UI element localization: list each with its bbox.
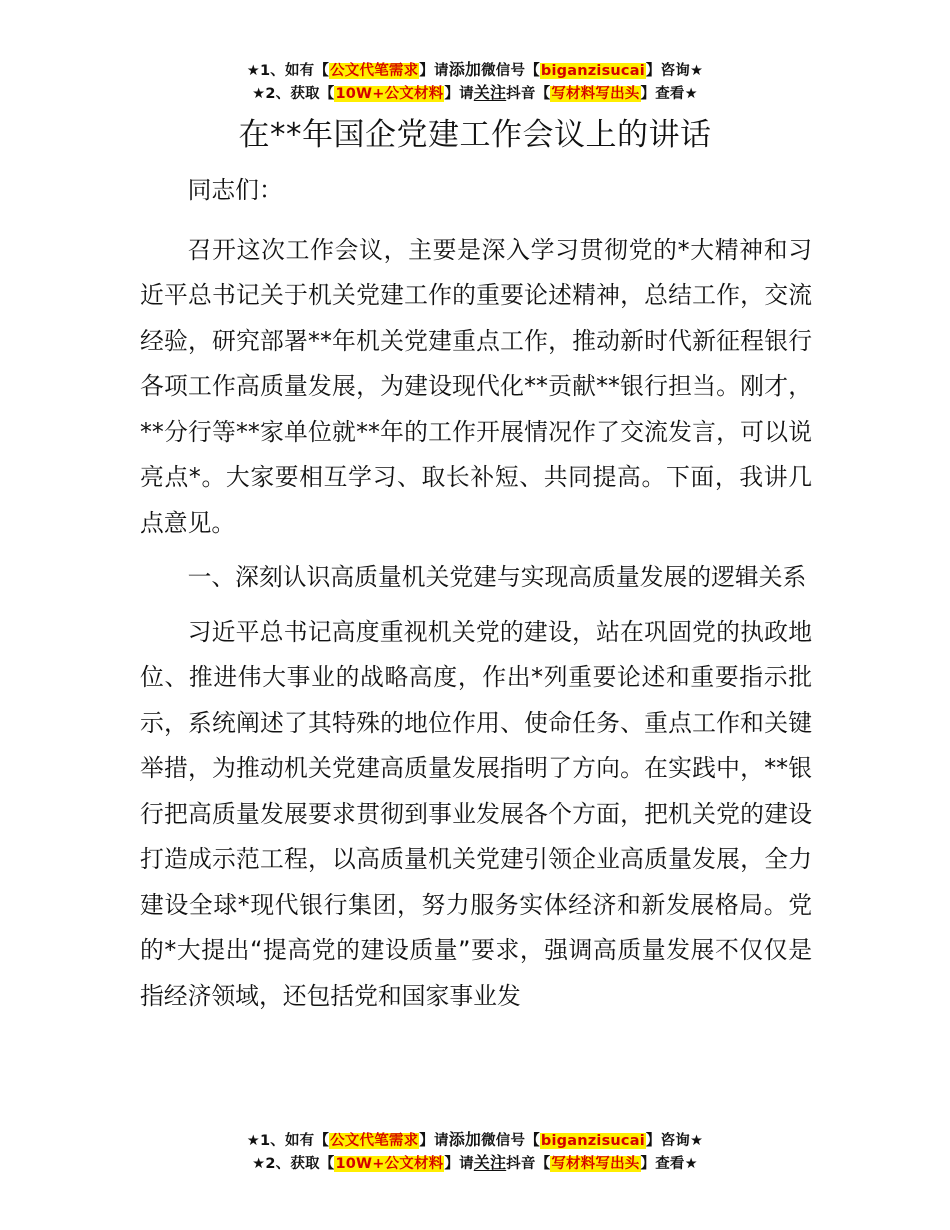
promo-text: ★2、获取【 (252, 86, 335, 102)
promo-text: 】请 (419, 63, 449, 79)
promo-highlight: 公文代笔需求 (330, 63, 419, 79)
promo-line-2 (0, 82, 950, 105)
promo-emphasis: 添加 (448, 1130, 482, 1149)
promo-text: 抖音【 (506, 86, 551, 102)
footer-promo-banner (0, 1129, 950, 1175)
promo-highlight: 10W+公文材料 (335, 1156, 444, 1172)
salutation: 同志们： (187, 176, 283, 204)
promo-douyin-id: 写材料写出头 (551, 1156, 640, 1172)
promo-text: 】咨询★ (645, 63, 704, 79)
document-title: 在**年国企党建工作会议上的讲话 (238, 117, 712, 153)
paragraph: 召开这次工作会议，主要是深入学习贯彻党的*大精神和习近平总书记关于机关党建工作的重要论述精神，总结工作，交流经验，研究部署**年机关党建重点工作，推动新时代新征程银行各项工作高质量发展，为建设现代化**贡献**银行担当。刚才，**分行等**家单位就**年的工作开展情况作了交流发言，可以说亮点*。大家要相互学习、取长补短、共同提高。下面，我讲几点意见。 (140, 235, 812, 537)
promo-highlight: 10W+公文材料 (335, 86, 444, 102)
promo-text: ★2、获取【 (252, 1156, 335, 1172)
promo-text: 】咨询★ (645, 1133, 704, 1149)
document-body (140, 168, 812, 1028)
promo-line-2 (0, 1152, 950, 1175)
promo-text: 微信号【 (481, 63, 540, 79)
promo-wechat-id: biganzisucai (540, 63, 645, 79)
promo-emphasis: 添加 (448, 60, 482, 79)
promo-text: ★1、如有【 (246, 1133, 330, 1149)
promo-text: 】请 (444, 86, 474, 102)
promo-highlight: 公文代笔需求 (330, 1133, 419, 1149)
section-heading: 一、深刻认识高质量机关党建与实现高质量发展的逻辑关系 (187, 563, 807, 591)
promo-line-1 (0, 1129, 950, 1152)
promo-text: ★1、如有【 (246, 63, 330, 79)
promo-wechat-id: biganzisucai (540, 1133, 645, 1149)
promo-text: 抖音【 (506, 1156, 551, 1172)
header-promo-banner (0, 59, 950, 105)
promo-douyin-id: 写材料写出头 (551, 86, 640, 102)
promo-text: 】请 (419, 1133, 449, 1149)
promo-line-1 (0, 59, 950, 82)
promo-text: 】查看★ (640, 1156, 698, 1172)
promo-emphasis: 关注 (473, 83, 507, 102)
promo-text: 】请 (444, 1156, 474, 1172)
promo-text: 】查看★ (640, 86, 698, 102)
paragraph: 习近平总书记高度重视机关党的建设，站在巩固党的执政地位、推进伟大事业的战略高度，作出*列重要论述和重要指示批示，系统阐述了其特殊的地位作用、使命任务、重点工作和关键举措，为推动机关党建高质量发展指明了方向。在实践中，**银行把高质量发展要求贯彻到事业发展各个方面，把机关党的建设打造成示范工程，以高质量机关党建引领企业高质量发展，全力建设全球*现代银行集团，努力服务实体经济和新发展格局。党的*大提出“提高党的建设质量”要求，强调高质量发展不仅仅是指经济领域，还包括党和国家事业发 (140, 617, 812, 1010)
promo-text: 微信号【 (481, 1133, 540, 1149)
promo-emphasis: 关注 (473, 1153, 507, 1172)
